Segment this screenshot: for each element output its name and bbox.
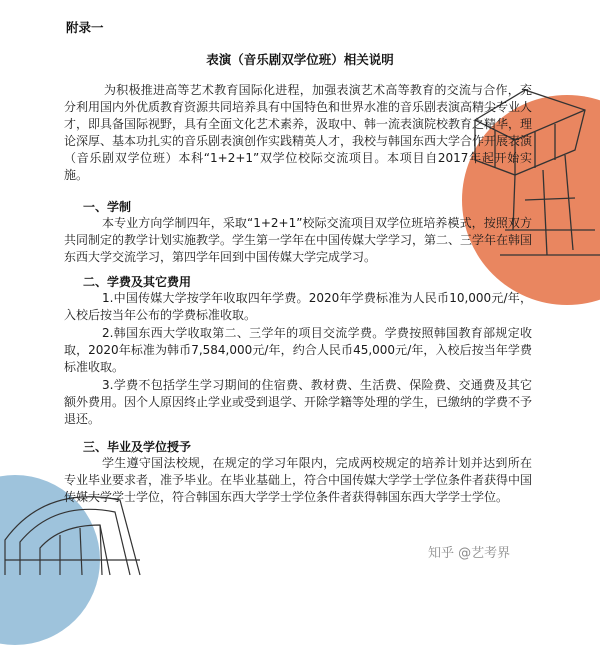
zhihu-watermark: 知乎 @艺考界: [428, 546, 511, 561]
section-heading-fees: 二、学费及其它费用: [83, 275, 192, 289]
appendix-label: 附录一: [66, 20, 104, 35]
fees-paragraph-3: 3.学费不包括学生学习期间的住宿费、教材费、生活费、保险费、交通费及其它额外费用。因个人原因终止学业或受到退学、开除学籍等处理的学生，已缴纳的学费不予退还。: [64, 378, 533, 426]
schooling-paragraph: 本专业方向学制四年，采取“1+2+1”校际交流项目双学位班培养模式，按照双方共同制定的教学计划实施教学。学生第一学年在中国传媒大学学习，第二、三学年在韩国东西大学交流学习，第四学年回到中国传媒大学完成学习。: [64, 216, 533, 264]
section-heading-graduation: 三、毕业及学位授予: [83, 440, 192, 454]
graduation-paragraph: 学生遵守国法校规，在规定的学习年限内，完成两校规定的培养计划并达到所在专业毕业要求者，准予毕业。在毕业基础上，符合中国传媒大学学士学位条件者获得中国传媒大学学士学位，符合韩国东西大学学士学位条件者获得韩国东西大学学士学位。: [64, 456, 533, 504]
document-title: 表演（音乐剧双学位班）相关说明: [206, 52, 394, 67]
section-heading-schooling: 一、学制: [83, 200, 132, 214]
fees-paragraph-2: 2.韩国东西大学收取第二、三学年的项目交流学费。学费按照韩国教育部规定收取，2020年标准为韩币7,584,000元/年，约合人民币45,000元/年，入校后按当年学费标准收取。: [64, 326, 532, 374]
intro-paragraph: 为积极推进高等艺术教育国际化进程，加强表演艺术高等教育的交流与合作，充分利用国内外优质教育资源共同培养具有中国特色和世界水准的音乐剧表演高精尖专业人才，即具备国际视野，具有全面文化艺术素养，汲取中、韩一流表演院校教育之精华，理论深厚、基本功扎实的音乐剧表演创作实践精英人才，我校与韩国东西大学合作开展表演（音乐剧双学位班）本科“1+2+1”双学位校际交流项目。本项目自2017年起开始实施。: [64, 83, 533, 182]
fees-paragraph-1: 1.中国传媒大学按学年收取四年学费。2020年学费标准为人民币10,000元/年，入校后按当年公布的学费标准收取。: [64, 291, 532, 322]
